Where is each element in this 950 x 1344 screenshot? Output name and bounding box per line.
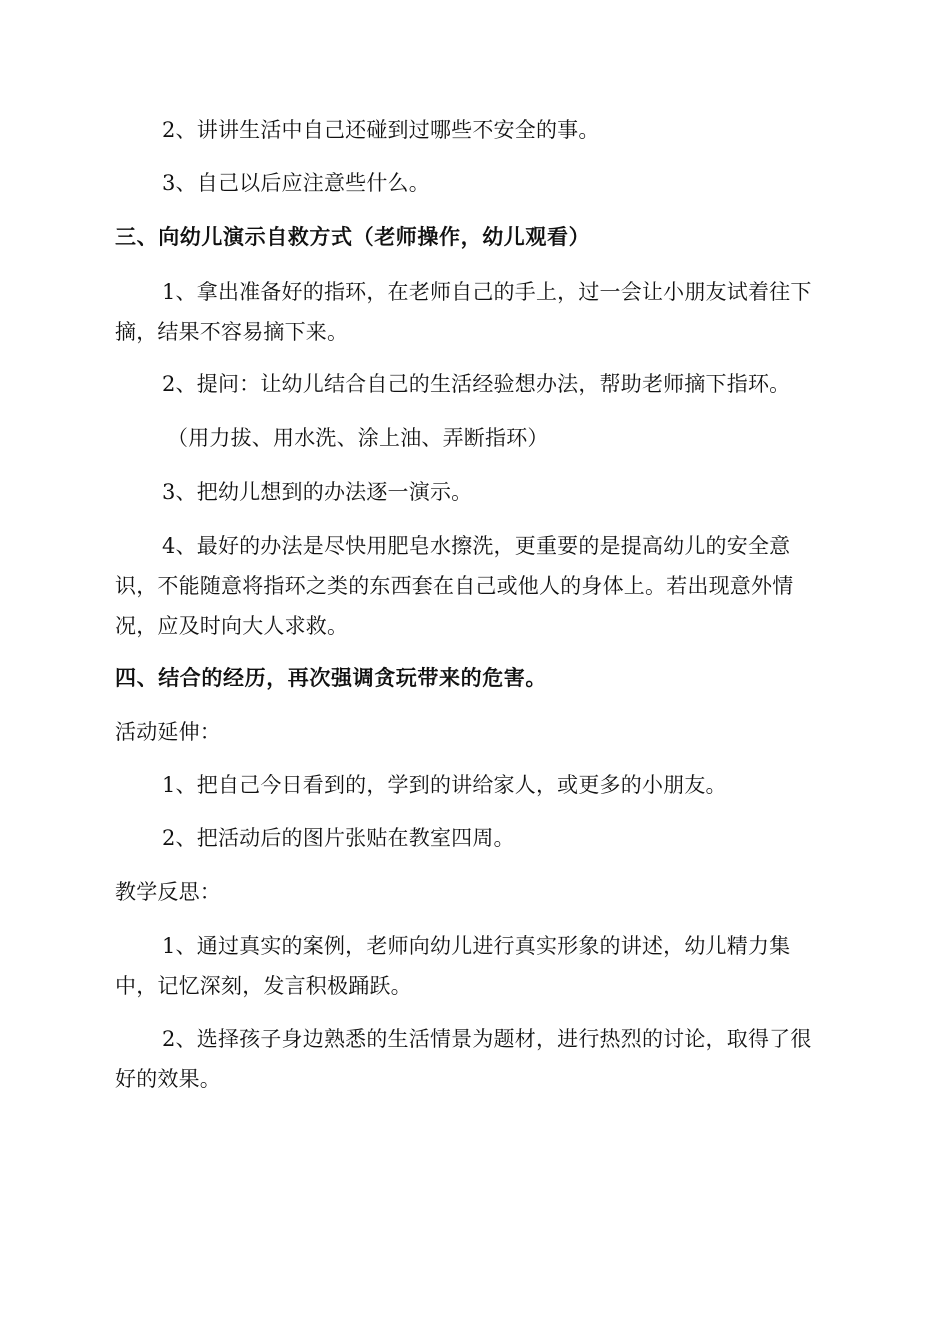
extension-label: 活动延伸： xyxy=(115,720,221,744)
paragraph-step-3: 3、把幼儿想到的办法逐一演示。 xyxy=(162,480,473,504)
paragraph-step-4: 4、最好的办法是尽快用肥皂水擦洗，更重要的是提高幼儿的安全意识，不能随意将指环之类的东西套在自己或他人的身体上。若出现意外情况，应及时向大人求救。 xyxy=(115,534,794,638)
paragraph-step-1: 1、拿出准备好的指环，在老师自己的手上，过一会让小朋友试着往下摘，结果不容易摘下来。 xyxy=(115,280,812,344)
reflection-item-2: 2、选择孩子身边熟悉的生活情景为题材，进行热烈的讨论，取得了很好的效果。 xyxy=(115,1027,812,1091)
paragraph-methods: （用力拔、用水洗、涂上油、弄断指环） xyxy=(167,426,549,450)
reflection-label: 教学反思： xyxy=(115,880,221,904)
extension-item-1: 1、把自己今日看到的，学到的讲给家人，或更多的小朋友。 xyxy=(162,773,727,797)
section-heading-4: 四、结合的经历，再次强调贪玩带来的危害。 xyxy=(115,666,547,690)
reflection-item-1: 1、通过真实的案例，老师向幼儿进行真实形象的讲述，幼儿精力集中，记忆深刻，发言积极踊跃。 xyxy=(115,934,791,998)
paragraph-step-2: 2、提问：让幼儿结合自己的生活经验想办法，帮助老师摘下指环。 xyxy=(162,372,791,396)
paragraph-item-2: 2、讲讲生活中自己还碰到过哪些不安全的事。 xyxy=(162,118,600,142)
section-heading-3: 三、向幼儿演示自救方式（老师操作，幼儿观看） xyxy=(115,225,591,249)
paragraph-item-3: 3、自己以后应注意些什么。 xyxy=(162,171,430,195)
extension-item-2: 2、把活动后的图片张贴在教室四周。 xyxy=(162,826,515,850)
